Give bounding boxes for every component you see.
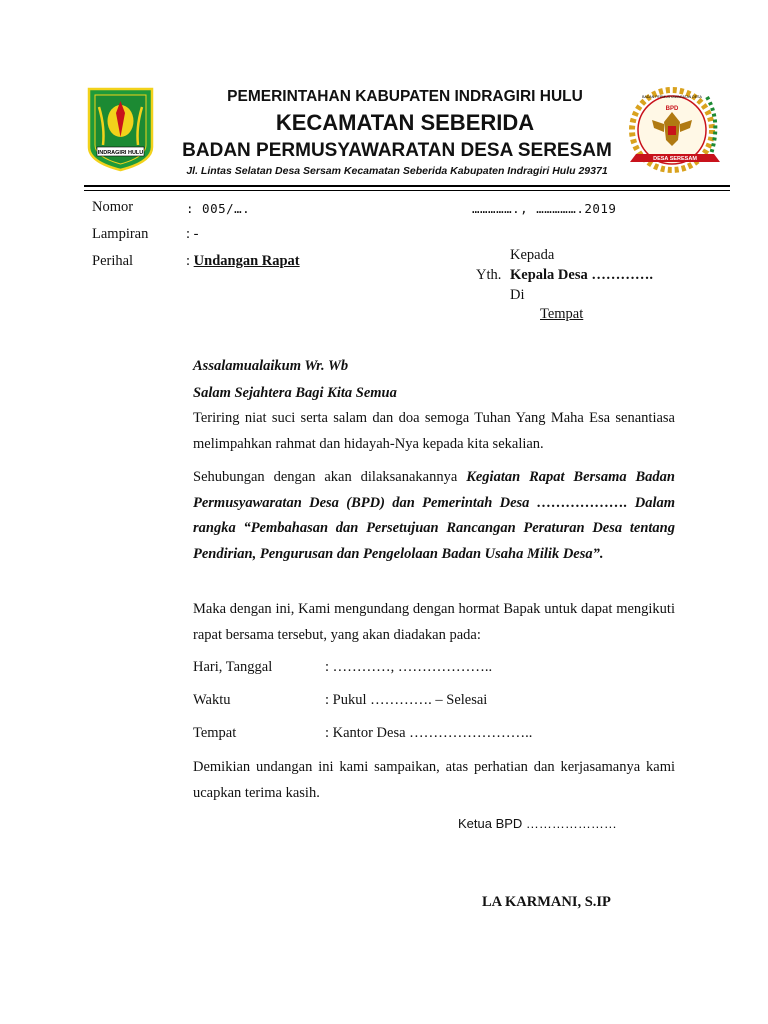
nomor-value: : 005/…. [186, 201, 251, 216]
perihal-colon: : [186, 253, 194, 269]
paragraph-closing [193, 755, 675, 806]
paragraph-invitation [193, 597, 675, 648]
signature-title: Ketua BPD ………………… [458, 816, 617, 831]
tempat-label: Tempat [193, 725, 237, 741]
waktu-suffix: – Selesai [431, 692, 488, 708]
header-government-line: PEMERINTAHAN KABUPATEN INDRAGIRI HULU [227, 88, 583, 105]
purpose-agenda: “Pembahasan dan Persetujuan Rancangan Peraturan Desa tentang Pendirian, Pengurusan dan Pengelolaan Badan Usaha Milik Desa”. [193, 520, 675, 562]
header-bpd: BADAN PERMUSYAWARATAN DESA SERESAM [182, 140, 612, 161]
recipient-kepala-desa: Kepala Desa …………. [510, 267, 653, 283]
waktu-dots: …………. [370, 692, 432, 708]
letter-date: ……………., …………….2019 [472, 201, 617, 216]
tempat-dots: …………………….. [409, 725, 533, 741]
recipient-di: Di [510, 287, 525, 303]
logo-right-bpd: BPD [665, 106, 679, 112]
header-divider-thin [84, 190, 730, 191]
greeting-salam: Assalamualaikum Wr. Wb [193, 358, 349, 374]
perihal-label: Perihal [92, 253, 134, 269]
paragraph-invitation-text: Maka dengan ini, Kami mengundang dengan hormat Bapak untuk dapat mengikuti rapat bersama tersebut, yang akan diadakan pada: [193, 601, 675, 643]
header-kecamatan: KECAMATAN SEBERIDA [275, 110, 535, 135]
tempat-prefix: : Kantor Desa [325, 725, 410, 741]
hari-tanggal-value: : …………, ……………….. [325, 659, 493, 675]
perihal-row [186, 253, 300, 270]
nomor-label: Nomor [92, 199, 134, 215]
paragraph-closing-text: Demikian undangan ini kami sampaikan, atas perhatian dan kerjasamanya kami ucapkan terima kasih. [193, 759, 675, 801]
waktu-prefix: : Pukul [325, 692, 371, 708]
purpose-event: Kegiatan Rapat Bersama Badan Permusyawaratan Desa (BPD) dan Pemerintah Desa ………………. Dalam rangka [193, 469, 675, 536]
waktu-label: Waktu [193, 692, 231, 708]
greeting-sejahtera: Salam Sejahtera Bagi Kita Semua [193, 385, 397, 401]
lampiran-label: Lampiran [92, 226, 149, 242]
logo-right-text-top: BADAN PERMUSYAWARATAN DESA [642, 95, 702, 99]
recipient-kepada: Kepada [510, 247, 555, 263]
logo-left-text: INDRAGIRI HULU [97, 150, 144, 156]
tempat-value [325, 725, 532, 742]
signature-name: LA KARMANI, S.IP [482, 894, 611, 910]
paragraph-opening-text: Teriring niat suci serta salam dan doa semoga Tuhan Yang Maha Esa senantiasa melimpahkan rahmat dan hidayah-Nya kepada kita sekalian. [193, 410, 675, 452]
purpose-intro: Sehubungan dengan akan dilaksanakannya [193, 469, 467, 485]
recipient-tempat: Tempat [540, 306, 584, 322]
paragraph-opening [193, 406, 675, 457]
header-address: Jl. Lintas Selatan Desa Sersam Kecamatan Seberida Kabupaten Indragiri Hulu 29371 [186, 165, 608, 177]
header-divider-thick [84, 185, 730, 187]
lampiran-value: : - [186, 226, 199, 242]
waktu-value [325, 692, 487, 709]
paragraph-purpose [193, 465, 675, 567]
logo-right-banner: DESA SERESAM [653, 156, 697, 162]
perihal-value: Undangan Rapat [193, 253, 300, 269]
recipient-yth: Yth. [476, 267, 502, 283]
hari-tanggal-label: Hari, Tanggal [193, 659, 273, 675]
paragraph-purpose-text [193, 465, 675, 567]
